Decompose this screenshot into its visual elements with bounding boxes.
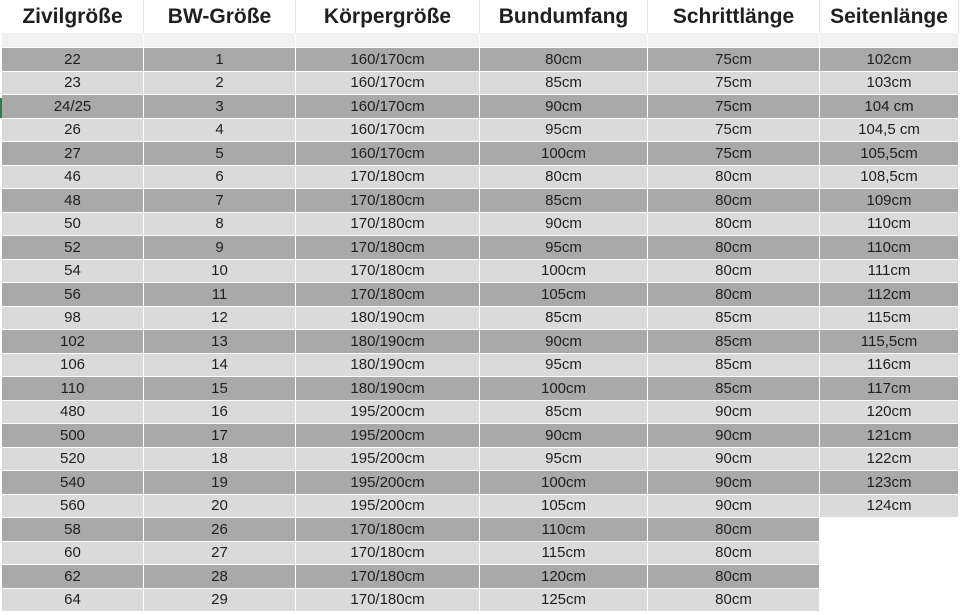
cell-seitenlaenge	[820, 542, 959, 566]
cell-bundumfang: 120cm	[480, 565, 648, 589]
cell-bundumfang: 100cm	[480, 471, 648, 495]
cell-koerpergroesse: 195/200cm	[296, 495, 480, 519]
size-chart-table	[2, 0, 959, 612]
spacer-cell	[2, 33, 144, 48]
cell-bw-groesse: 14	[144, 354, 296, 378]
cell-seitenlaenge	[820, 518, 959, 542]
cell-bundumfang: 100cm	[480, 142, 648, 166]
cell-schrittlaenge: 80cm	[648, 213, 820, 237]
spacer-cell	[144, 33, 296, 48]
cell-zivilgroesse: 46	[2, 166, 144, 190]
cell-schrittlaenge: 80cm	[648, 283, 820, 307]
cell-bw-groesse: 3	[144, 95, 296, 119]
cell-schrittlaenge: 85cm	[648, 330, 820, 354]
cell-bundumfang: 85cm	[480, 72, 648, 96]
table-row	[2, 448, 959, 472]
spacer-cell	[296, 33, 480, 48]
cell-seitenlaenge: 121cm	[820, 424, 959, 448]
table-row	[2, 213, 959, 237]
cell-seitenlaenge: 115,5cm	[820, 330, 959, 354]
cell-bw-groesse: 18	[144, 448, 296, 472]
header-cell-seitenlaenge: Seitenlänge	[820, 0, 959, 33]
cell-koerpergroesse: 170/180cm	[296, 589, 480, 613]
cell-zivilgroesse: 60	[2, 542, 144, 566]
cell-bundumfang: 100cm	[480, 377, 648, 401]
cell-seitenlaenge: 123cm	[820, 471, 959, 495]
cell-koerpergroesse: 170/180cm	[296, 283, 480, 307]
cell-koerpergroesse: 160/170cm	[296, 95, 480, 119]
cell-seitenlaenge	[820, 565, 959, 589]
cell-bundumfang: 115cm	[480, 542, 648, 566]
cell-seitenlaenge: 104 cm	[820, 95, 959, 119]
cell-zivilgroesse: 110	[2, 377, 144, 401]
cell-schrittlaenge: 90cm	[648, 448, 820, 472]
cell-bundumfang: 80cm	[480, 48, 648, 72]
cell-zivilgroesse: 64	[2, 589, 144, 613]
table-row	[2, 589, 959, 613]
table-row	[2, 48, 959, 72]
cell-zivilgroesse: 58	[2, 518, 144, 542]
cell-seitenlaenge: 122cm	[820, 448, 959, 472]
table-row	[2, 95, 959, 119]
cell-bundumfang: 125cm	[480, 589, 648, 613]
cell-koerpergroesse: 170/180cm	[296, 236, 480, 260]
cell-seitenlaenge: 110cm	[820, 213, 959, 237]
table-row	[2, 565, 959, 589]
cell-koerpergroesse: 170/180cm	[296, 260, 480, 284]
cell-seitenlaenge: 108,5cm	[820, 166, 959, 190]
cell-zivilgroesse: 23	[2, 72, 144, 96]
cell-bw-groesse: 5	[144, 142, 296, 166]
cell-zivilgroesse: 54	[2, 260, 144, 284]
cell-bundumfang: 105cm	[480, 283, 648, 307]
cell-bundumfang: 90cm	[480, 330, 648, 354]
table-row	[2, 236, 959, 260]
cell-schrittlaenge: 75cm	[648, 95, 820, 119]
cell-zivilgroesse: 22	[2, 48, 144, 72]
cell-seitenlaenge: 112cm	[820, 283, 959, 307]
cell-bundumfang: 110cm	[480, 518, 648, 542]
cell-schrittlaenge: 90cm	[648, 471, 820, 495]
cell-schrittlaenge: 90cm	[648, 401, 820, 425]
table-row	[2, 260, 959, 284]
cell-koerpergroesse: 160/170cm	[296, 72, 480, 96]
table-row	[2, 542, 959, 566]
cell-koerpergroesse: 195/200cm	[296, 471, 480, 495]
cell-seitenlaenge: 124cm	[820, 495, 959, 519]
cell-zivilgroesse: 24/25	[2, 95, 144, 119]
spacer-cell	[820, 33, 959, 48]
cell-seitenlaenge: 105,5cm	[820, 142, 959, 166]
cell-koerpergroesse: 170/180cm	[296, 213, 480, 237]
cell-bundumfang: 90cm	[480, 213, 648, 237]
header-cell-bundumfang: Bundumfang	[480, 0, 648, 33]
cell-zivilgroesse: 27	[2, 142, 144, 166]
cell-bw-groesse: 4	[144, 119, 296, 143]
cell-schrittlaenge: 85cm	[648, 307, 820, 331]
cell-koerpergroesse: 170/180cm	[296, 518, 480, 542]
cell-schrittlaenge: 90cm	[648, 495, 820, 519]
cell-zivilgroesse: 500	[2, 424, 144, 448]
cell-seitenlaenge	[820, 589, 959, 613]
cell-koerpergroesse: 180/190cm	[296, 377, 480, 401]
cell-bundumfang: 95cm	[480, 448, 648, 472]
cell-bw-groesse: 11	[144, 283, 296, 307]
cell-seitenlaenge: 102cm	[820, 48, 959, 72]
cell-seitenlaenge: 109cm	[820, 189, 959, 213]
cell-bundumfang: 90cm	[480, 424, 648, 448]
cell-bundumfang: 85cm	[480, 401, 648, 425]
cell-bundumfang: 85cm	[480, 189, 648, 213]
table-row	[2, 401, 959, 425]
cell-zivilgroesse: 52	[2, 236, 144, 260]
cell-seitenlaenge: 116cm	[820, 354, 959, 378]
table-row	[2, 307, 959, 331]
cell-zivilgroesse: 480	[2, 401, 144, 425]
cell-bw-groesse: 15	[144, 377, 296, 401]
cell-bw-groesse: 9	[144, 236, 296, 260]
cell-koerpergroesse: 160/170cm	[296, 119, 480, 143]
cell-schrittlaenge: 80cm	[648, 518, 820, 542]
cell-schrittlaenge: 80cm	[648, 236, 820, 260]
spacer-cell	[480, 33, 648, 48]
header-cell-koerpergroesse: Körpergröße	[296, 0, 480, 33]
cell-bw-groesse: 27	[144, 542, 296, 566]
cell-bundumfang: 100cm	[480, 260, 648, 284]
spacer-cell	[648, 33, 820, 48]
cell-koerpergroesse: 170/180cm	[296, 565, 480, 589]
spacer-row	[2, 33, 959, 48]
cell-bw-groesse: 29	[144, 589, 296, 613]
cell-zivilgroesse: 106	[2, 354, 144, 378]
cell-zivilgroesse: 48	[2, 189, 144, 213]
cell-bw-groesse: 16	[144, 401, 296, 425]
cell-koerpergroesse: 180/190cm	[296, 307, 480, 331]
cell-seitenlaenge: 117cm	[820, 377, 959, 401]
table-row	[2, 518, 959, 542]
cell-koerpergroesse: 170/180cm	[296, 189, 480, 213]
cell-koerpergroesse: 180/190cm	[296, 330, 480, 354]
table-row	[2, 189, 959, 213]
cell-koerpergroesse: 180/190cm	[296, 354, 480, 378]
cell-bundumfang: 95cm	[480, 354, 648, 378]
cell-koerpergroesse: 195/200cm	[296, 448, 480, 472]
cell-bw-groesse: 7	[144, 189, 296, 213]
cell-koerpergroesse: 195/200cm	[296, 401, 480, 425]
table-row	[2, 72, 959, 96]
cell-koerpergroesse: 195/200cm	[296, 424, 480, 448]
cell-zivilgroesse: 560	[2, 495, 144, 519]
cell-bw-groesse: 8	[144, 213, 296, 237]
cell-seitenlaenge: 110cm	[820, 236, 959, 260]
cell-bw-groesse: 6	[144, 166, 296, 190]
table-row	[2, 330, 959, 354]
header-cell-zivilgroesse: Zivilgröße	[2, 0, 144, 33]
cell-bw-groesse: 20	[144, 495, 296, 519]
cell-bw-groesse: 26	[144, 518, 296, 542]
cell-zivilgroesse: 98	[2, 307, 144, 331]
table-row	[2, 354, 959, 378]
cell-bw-groesse: 13	[144, 330, 296, 354]
cell-koerpergroesse: 160/170cm	[296, 48, 480, 72]
cell-bw-groesse: 2	[144, 72, 296, 96]
cell-schrittlaenge: 75cm	[648, 119, 820, 143]
cell-bw-groesse: 12	[144, 307, 296, 331]
cell-bw-groesse: 28	[144, 565, 296, 589]
cell-bw-groesse: 17	[144, 424, 296, 448]
cell-bundumfang: 105cm	[480, 495, 648, 519]
cell-schrittlaenge: 90cm	[648, 424, 820, 448]
cell-bundumfang: 95cm	[480, 236, 648, 260]
cell-seitenlaenge: 111cm	[820, 260, 959, 284]
cell-schrittlaenge: 80cm	[648, 189, 820, 213]
header-cell-schrittlaenge: Schrittlänge	[648, 0, 820, 33]
cell-bw-groesse: 1	[144, 48, 296, 72]
cell-schrittlaenge: 80cm	[648, 565, 820, 589]
cell-schrittlaenge: 80cm	[648, 589, 820, 613]
cell-bundumfang: 80cm	[480, 166, 648, 190]
table-row	[2, 283, 959, 307]
table-row	[2, 142, 959, 166]
cell-bundumfang: 85cm	[480, 307, 648, 331]
table-row	[2, 495, 959, 519]
cell-bw-groesse: 19	[144, 471, 296, 495]
header-cell-bw-groesse: BW-Größe	[144, 0, 296, 33]
cell-seitenlaenge: 120cm	[820, 401, 959, 425]
cell-zivilgroesse: 520	[2, 448, 144, 472]
table-row	[2, 119, 959, 143]
cell-schrittlaenge: 85cm	[648, 377, 820, 401]
table-row	[2, 424, 959, 448]
cell-schrittlaenge: 85cm	[648, 354, 820, 378]
cell-seitenlaenge: 104,5 cm	[820, 119, 959, 143]
cell-schrittlaenge: 80cm	[648, 542, 820, 566]
cell-schrittlaenge: 80cm	[648, 260, 820, 284]
cell-zivilgroesse: 56	[2, 283, 144, 307]
cell-schrittlaenge: 75cm	[648, 72, 820, 96]
table-row	[2, 377, 959, 401]
cell-seitenlaenge: 115cm	[820, 307, 959, 331]
cell-bw-groesse: 10	[144, 260, 296, 284]
table-row	[2, 166, 959, 190]
cell-zivilgroesse: 50	[2, 213, 144, 237]
cell-koerpergroesse: 170/180cm	[296, 166, 480, 190]
cell-bundumfang: 95cm	[480, 119, 648, 143]
header-row	[2, 0, 959, 33]
cell-zivilgroesse: 26	[2, 119, 144, 143]
cell-koerpergroesse: 170/180cm	[296, 542, 480, 566]
cell-bundumfang: 90cm	[480, 95, 648, 119]
cell-zivilgroesse: 102	[2, 330, 144, 354]
cell-koerpergroesse: 160/170cm	[296, 142, 480, 166]
cell-zivilgroesse: 62	[2, 565, 144, 589]
table-row	[2, 471, 959, 495]
cell-zivilgroesse: 540	[2, 471, 144, 495]
cell-schrittlaenge: 80cm	[648, 166, 820, 190]
cell-schrittlaenge: 75cm	[648, 48, 820, 72]
cell-schrittlaenge: 75cm	[648, 142, 820, 166]
cell-seitenlaenge: 103cm	[820, 72, 959, 96]
